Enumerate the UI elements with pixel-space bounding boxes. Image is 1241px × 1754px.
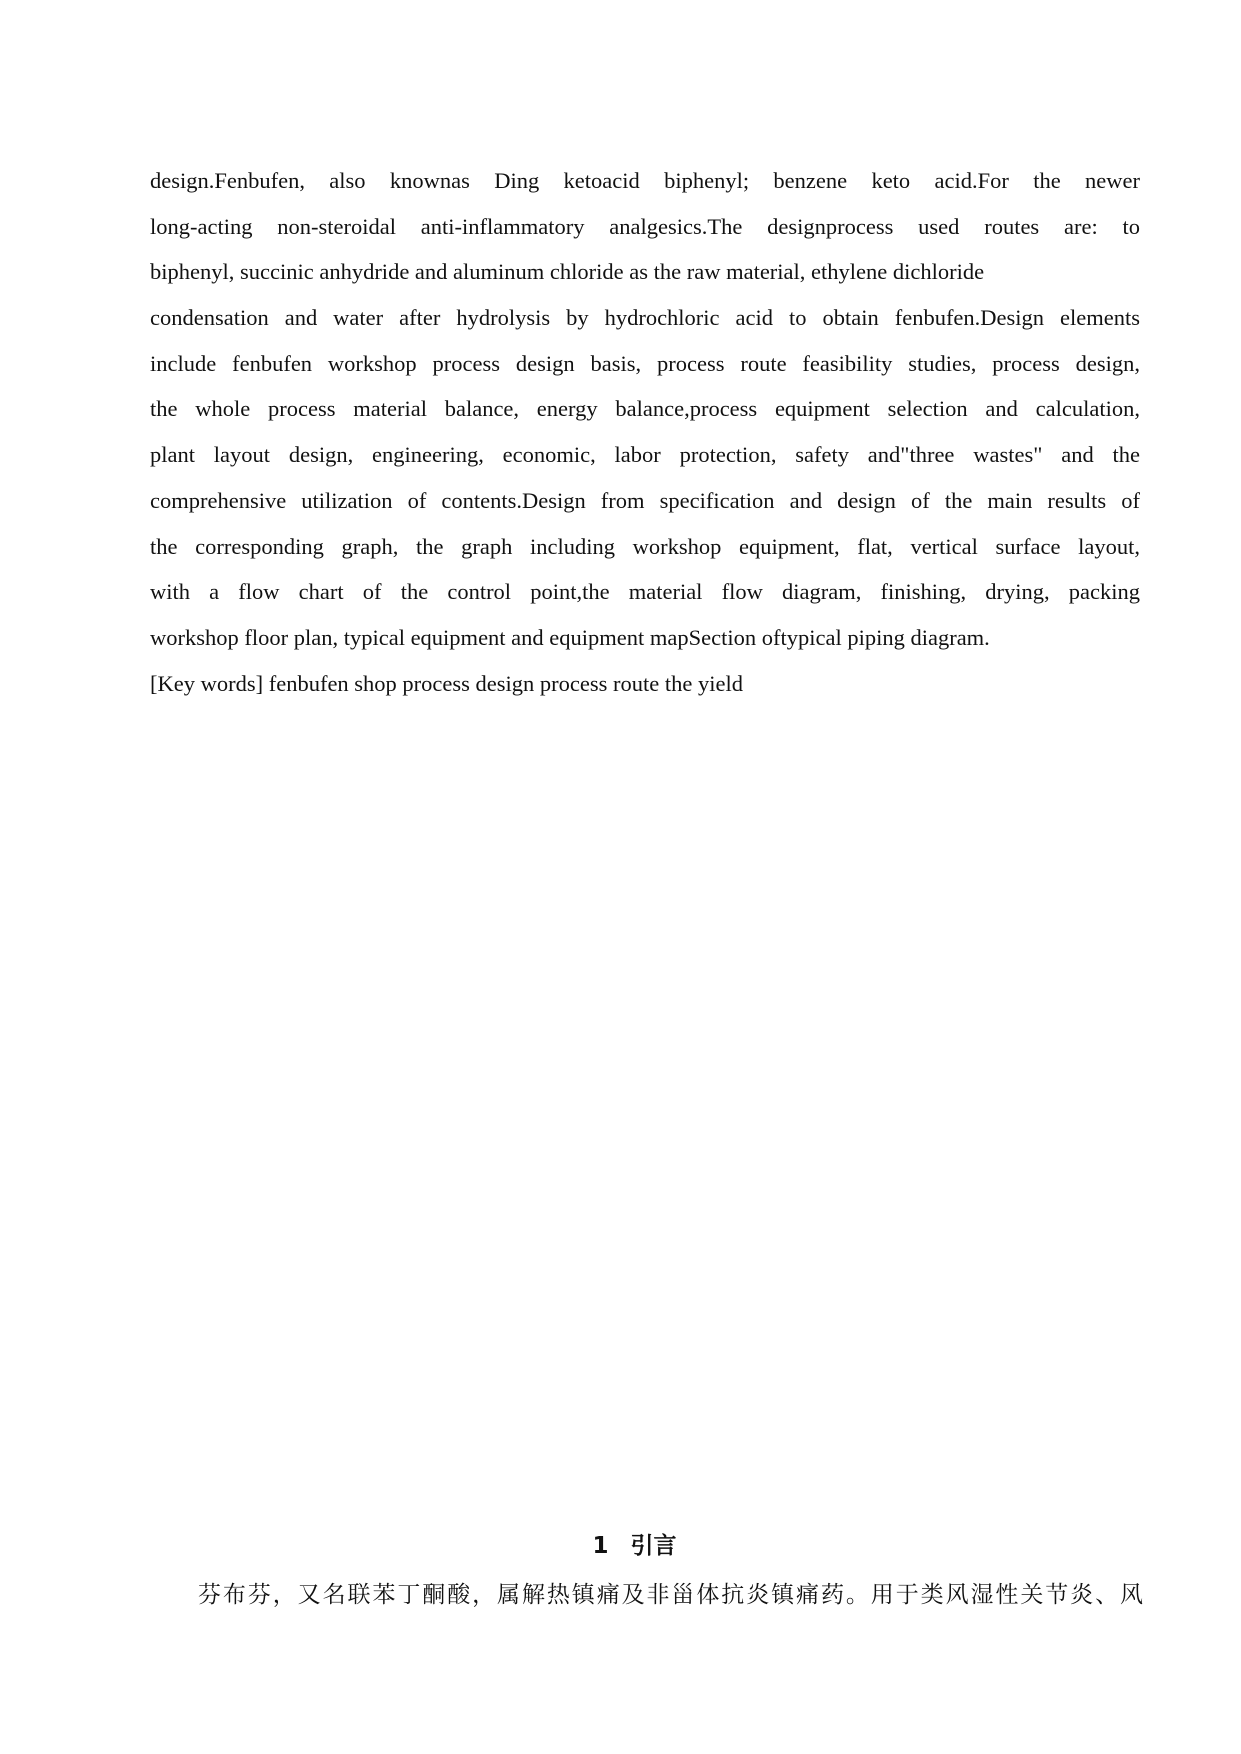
- abstract-line: condensation and water after hydrolysis by hydrochloric acid to obtain fenbufen.Design elements: [150, 305, 1140, 331]
- abstract-line: include fenbufen workshop process design basis, process route feasibility studies, process design,: [150, 350, 1140, 376]
- abstract-line: design.Fenbufen, also knownas Ding ketoacid biphenyl; benzene keto acid.For the newer: [150, 168, 1140, 193]
- abstract-line: with a flow chart of the control point,the material flow diagram, finishing, drying, packing: [150, 579, 1140, 605]
- abstract-line: comprehensive utilization of contents.Design from specification and design of the main results of: [150, 487, 1140, 513]
- abstract-line: long-acting non-steroidal anti-inflammatory analgesics.The designprocess used routes are: to: [150, 213, 1140, 239]
- abstract-line: the corresponding graph, the graph including workshop equipment, flat, vertical surface layout,: [150, 533, 1140, 559]
- section-number: 1: [592, 1533, 609, 1559]
- abstract-line: workshop floor plan, typical equipment and equipment mapSection oftypical piping diagram.: [150, 624, 990, 650]
- body-paragraph-first-line: 芬布芬，又名联苯丁酮酸，属解热镇痛及非甾体抗炎镇痛药。用于类风湿性关节炎、风: [198, 1582, 1143, 1608]
- keywords-line: [Key words] fenbufen shop process design process route the yield: [150, 670, 743, 696]
- abstract-line: plant layout design, engineering, economic, labor protection, safety and"three wastes" and the: [150, 442, 1140, 468]
- section-heading: [0, 1528, 1241, 1564]
- abstract-line: biphenyl, succinic anhydride and aluminum chloride as the raw material, ethylene dichloride: [150, 259, 985, 285]
- abstract-line: the whole process material balance, energy balance,process equipment selection and calculation,: [150, 396, 1140, 422]
- section-title: 引言: [630, 1533, 677, 1559]
- english-abstract: [150, 158, 1140, 706]
